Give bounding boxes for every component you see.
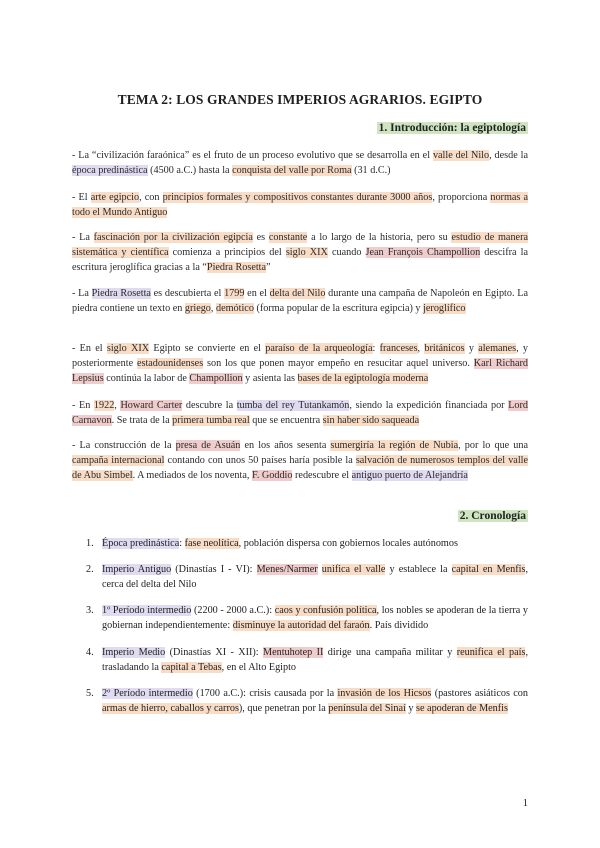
highlighted-text: salvación de numerosos templos del valle de Abu Simbel	[72, 455, 528, 481]
highlighted-text: Imperio Medio	[102, 647, 166, 658]
highlighted-text: franceses	[379, 343, 418, 354]
paragraph	[72, 230, 528, 275]
text-run: - En	[72, 400, 94, 411]
text-run: redescubre el	[292, 470, 352, 481]
list-item-text	[102, 686, 528, 716]
text-run: - La construcción de la	[72, 440, 176, 451]
highlighted-text: siglo XIX	[106, 343, 150, 354]
list-number: 2.	[86, 564, 94, 575]
text-run: que se encuentra	[249, 415, 323, 426]
highlighted-text: capital en Menfis	[451, 564, 526, 575]
highlighted-text: Piedra Rosetta	[206, 262, 267, 273]
highlighted-text: presa de Asuán	[175, 440, 241, 451]
text-run: ), que penetran por la	[238, 703, 329, 714]
highlighted-text: sin haber sido saqueada	[322, 415, 420, 426]
text-run: descifra la escritura jeroglífica gracias a la “	[72, 247, 528, 273]
highlighted-text: alemanes	[478, 343, 517, 354]
highlighted-text: 1922	[93, 400, 115, 411]
list-item	[72, 562, 528, 592]
text-run: :	[179, 538, 185, 549]
paragraph	[72, 148, 528, 178]
text-run: dirige una campaña militar y	[323, 647, 457, 658]
list-number: 4.	[86, 647, 94, 658]
highlighted-text: principios formales y compositivos constantes durante 3000 años	[162, 192, 433, 203]
text-run: es	[252, 232, 269, 243]
highlighted-text: siglo XIX	[285, 247, 328, 258]
text-run: y	[464, 343, 479, 354]
text-run: cuando	[327, 247, 366, 258]
text-run: comienza a principios del	[168, 247, 286, 258]
text-run: , desde la	[489, 150, 528, 161]
text-run: descubre la	[182, 400, 237, 411]
list-item	[72, 536, 528, 551]
list-number: 3.	[86, 605, 94, 616]
highlighted-text: Época predinástica	[102, 538, 180, 549]
highlighted-text: tumba del rey Tutankamón	[236, 400, 350, 411]
highlighted-text: constante	[268, 232, 308, 243]
list-item-text	[102, 562, 528, 592]
highlighted-text: época predinástica	[72, 165, 148, 176]
highlighted-text: invasión de los Hicsos	[337, 688, 432, 699]
text-run: , siendo la expedición financiada por	[349, 400, 509, 411]
text-run: ”	[266, 262, 271, 273]
text-run: Egipto se convierte en el	[149, 343, 266, 354]
list-item	[72, 603, 528, 633]
text-run: (4500 a.C.) hasta la	[147, 165, 233, 176]
highlighted-text: demótico	[216, 303, 254, 314]
highlighted-text: Mentuhotep II	[263, 647, 324, 658]
list-item-text	[102, 536, 528, 551]
highlighted-text: Howard Carter	[120, 400, 183, 411]
highlighted-text: británicos	[424, 343, 465, 354]
text-run: , proporciona	[432, 192, 491, 203]
text-run: ,	[114, 400, 121, 411]
text-run: (Dinastías XI - XII):	[165, 647, 264, 658]
text-run: - En el	[72, 343, 107, 354]
text-run: contando con unos 50 países haría posible la	[164, 455, 356, 466]
text-run: (Dinastías I - VI):	[171, 564, 257, 575]
text-run: (2200 - 2000 a.C.):	[191, 605, 275, 616]
paragraph	[72, 438, 528, 483]
highlighted-text: se apoderan de Menfis	[416, 703, 508, 714]
highlighted-text: sumergiría la región de Nubia	[330, 440, 459, 451]
text-run: , con	[139, 192, 163, 203]
list-number: 5.	[86, 688, 94, 699]
list-item	[72, 645, 528, 675]
highlighted-text: península del Sinaí	[328, 703, 406, 714]
highlighted-text: primera tumba real	[172, 415, 250, 426]
highlighted-text: campaña internacional	[72, 455, 165, 466]
text-run: - El	[72, 192, 91, 203]
highlighted-text: conquista del valle por Roma	[232, 165, 352, 176]
text-run: y asienta las	[242, 373, 298, 384]
text-run: es descubierta el	[150, 288, 225, 299]
text-run: en el	[244, 288, 270, 299]
paragraph	[72, 398, 528, 428]
highlighted-text: Champollion	[189, 373, 243, 384]
text-run: - La	[72, 232, 94, 243]
highlighted-text: unifica el valle	[321, 564, 386, 575]
text-run: a lo largo de la historia, pero su	[307, 232, 452, 243]
list-item	[72, 686, 528, 716]
highlighted-text: 1799	[224, 288, 245, 299]
text-run: , los nobles se apoderan de la tierra y gobiernan independientemente:	[102, 605, 529, 631]
text-run: - La	[72, 288, 92, 299]
highlighted-text: estudio de manera sistemática y científica	[72, 232, 528, 258]
highlighted-text: delta del Nilo	[269, 288, 326, 299]
text-run: . Se trata de la	[111, 415, 173, 426]
document-title: TEMA 2: LOS GRANDES IMPERIOS AGRARIOS. EGIPTO	[117, 92, 483, 107]
text-run: (forma popular de la escritura egipcia) y	[253, 303, 424, 314]
highlighted-text: Imperio Antiguo	[102, 564, 172, 575]
highlighted-text: jeroglífico	[423, 303, 466, 314]
highlighted-text: bases de la egiptología moderna	[297, 373, 429, 384]
text-run: son los que ponen mayor empeño en resucitar aquel universo.	[203, 358, 474, 369]
page-number: 1	[522, 798, 528, 809]
text-run: , por lo que una	[458, 440, 528, 451]
highlighted-text: disminuye la autoridad del faraón	[232, 620, 370, 631]
highlighted-text: estadounidenses	[136, 358, 204, 369]
highlighted-text: 1º Período intermedio	[102, 605, 192, 616]
text-run: , población dispersa con gobiernos locales autónomos	[238, 538, 458, 549]
highlighted-text: Menes/Narmer	[256, 564, 318, 575]
section-heading-chronology: 2. Cronología	[459, 510, 526, 522]
highlighted-text: fase neolítica	[184, 538, 239, 549]
text-run: en los años sesenta	[240, 440, 331, 451]
highlighted-text: 2º Período intermedio	[102, 688, 193, 699]
highlighted-text: Piedra Rosetta	[91, 288, 151, 299]
highlighted-text: Karl Richard Lepsius	[72, 358, 528, 384]
list-number: 1.	[86, 538, 94, 549]
text-run: , trasladando la	[102, 647, 528, 673]
highlighted-text: fascinación por la civilización egipcia	[93, 232, 253, 243]
section-heading-intro: 1. Introducción: la egiptología	[378, 122, 526, 134]
highlighted-text: valle del Nilo	[432, 150, 490, 161]
highlighted-text: F. Goddio	[251, 470, 293, 481]
list-item-text	[102, 645, 528, 675]
document-page	[72, 0, 528, 848]
text-run: y establece la	[385, 564, 452, 575]
text-run: , en el Alto Egipto	[221, 662, 297, 673]
paragraph	[72, 190, 528, 220]
highlighted-text: griego	[184, 303, 211, 314]
highlighted-text: paraíso de la arqueología	[265, 343, 373, 354]
text-run: (pastores asiáticos con	[431, 688, 528, 699]
highlighted-text: Jean François Champollion	[365, 247, 481, 258]
text-run: , y posteriormente	[72, 343, 529, 369]
highlighted-text: arte egipcio	[90, 192, 140, 203]
text-run: (31 d.C.)	[351, 165, 391, 176]
text-run: . País dividido	[369, 620, 429, 631]
text-run: y	[405, 703, 417, 714]
paragraph	[72, 341, 528, 386]
text-run: , cerca del delta del Nilo	[102, 564, 528, 590]
highlighted-text: capital a Tebas	[161, 662, 222, 673]
text-run: ,	[417, 343, 425, 354]
highlighted-text: armas de hierro, caballos y carros	[102, 703, 239, 714]
text-run: ,	[210, 303, 216, 314]
text-run: :	[372, 343, 380, 354]
text-run: . A mediados de los noventa,	[132, 470, 252, 481]
highlighted-text: antiguo puerto de Alejandría	[351, 470, 468, 481]
highlighted-text: Lord Carnavon	[72, 400, 528, 426]
text-run: continúa la labor de	[103, 373, 190, 384]
highlighted-text: normas a todo el Mundo Antiguo	[72, 192, 528, 218]
paragraph	[72, 286, 528, 316]
list-item-text	[102, 603, 528, 633]
highlighted-text: caos y confusión política	[274, 605, 377, 616]
text-run: - La “civilización faraónica” es el fruto de un proceso evolutivo que se desarrolla en el	[72, 150, 433, 161]
text-run: (1700 a.C.): crisis causada por la	[192, 688, 338, 699]
highlighted-text: reunifica el país	[456, 647, 526, 658]
text-run: durante una campaña de Napoleón en Egipto. La piedra contiene un texto en	[72, 288, 529, 314]
